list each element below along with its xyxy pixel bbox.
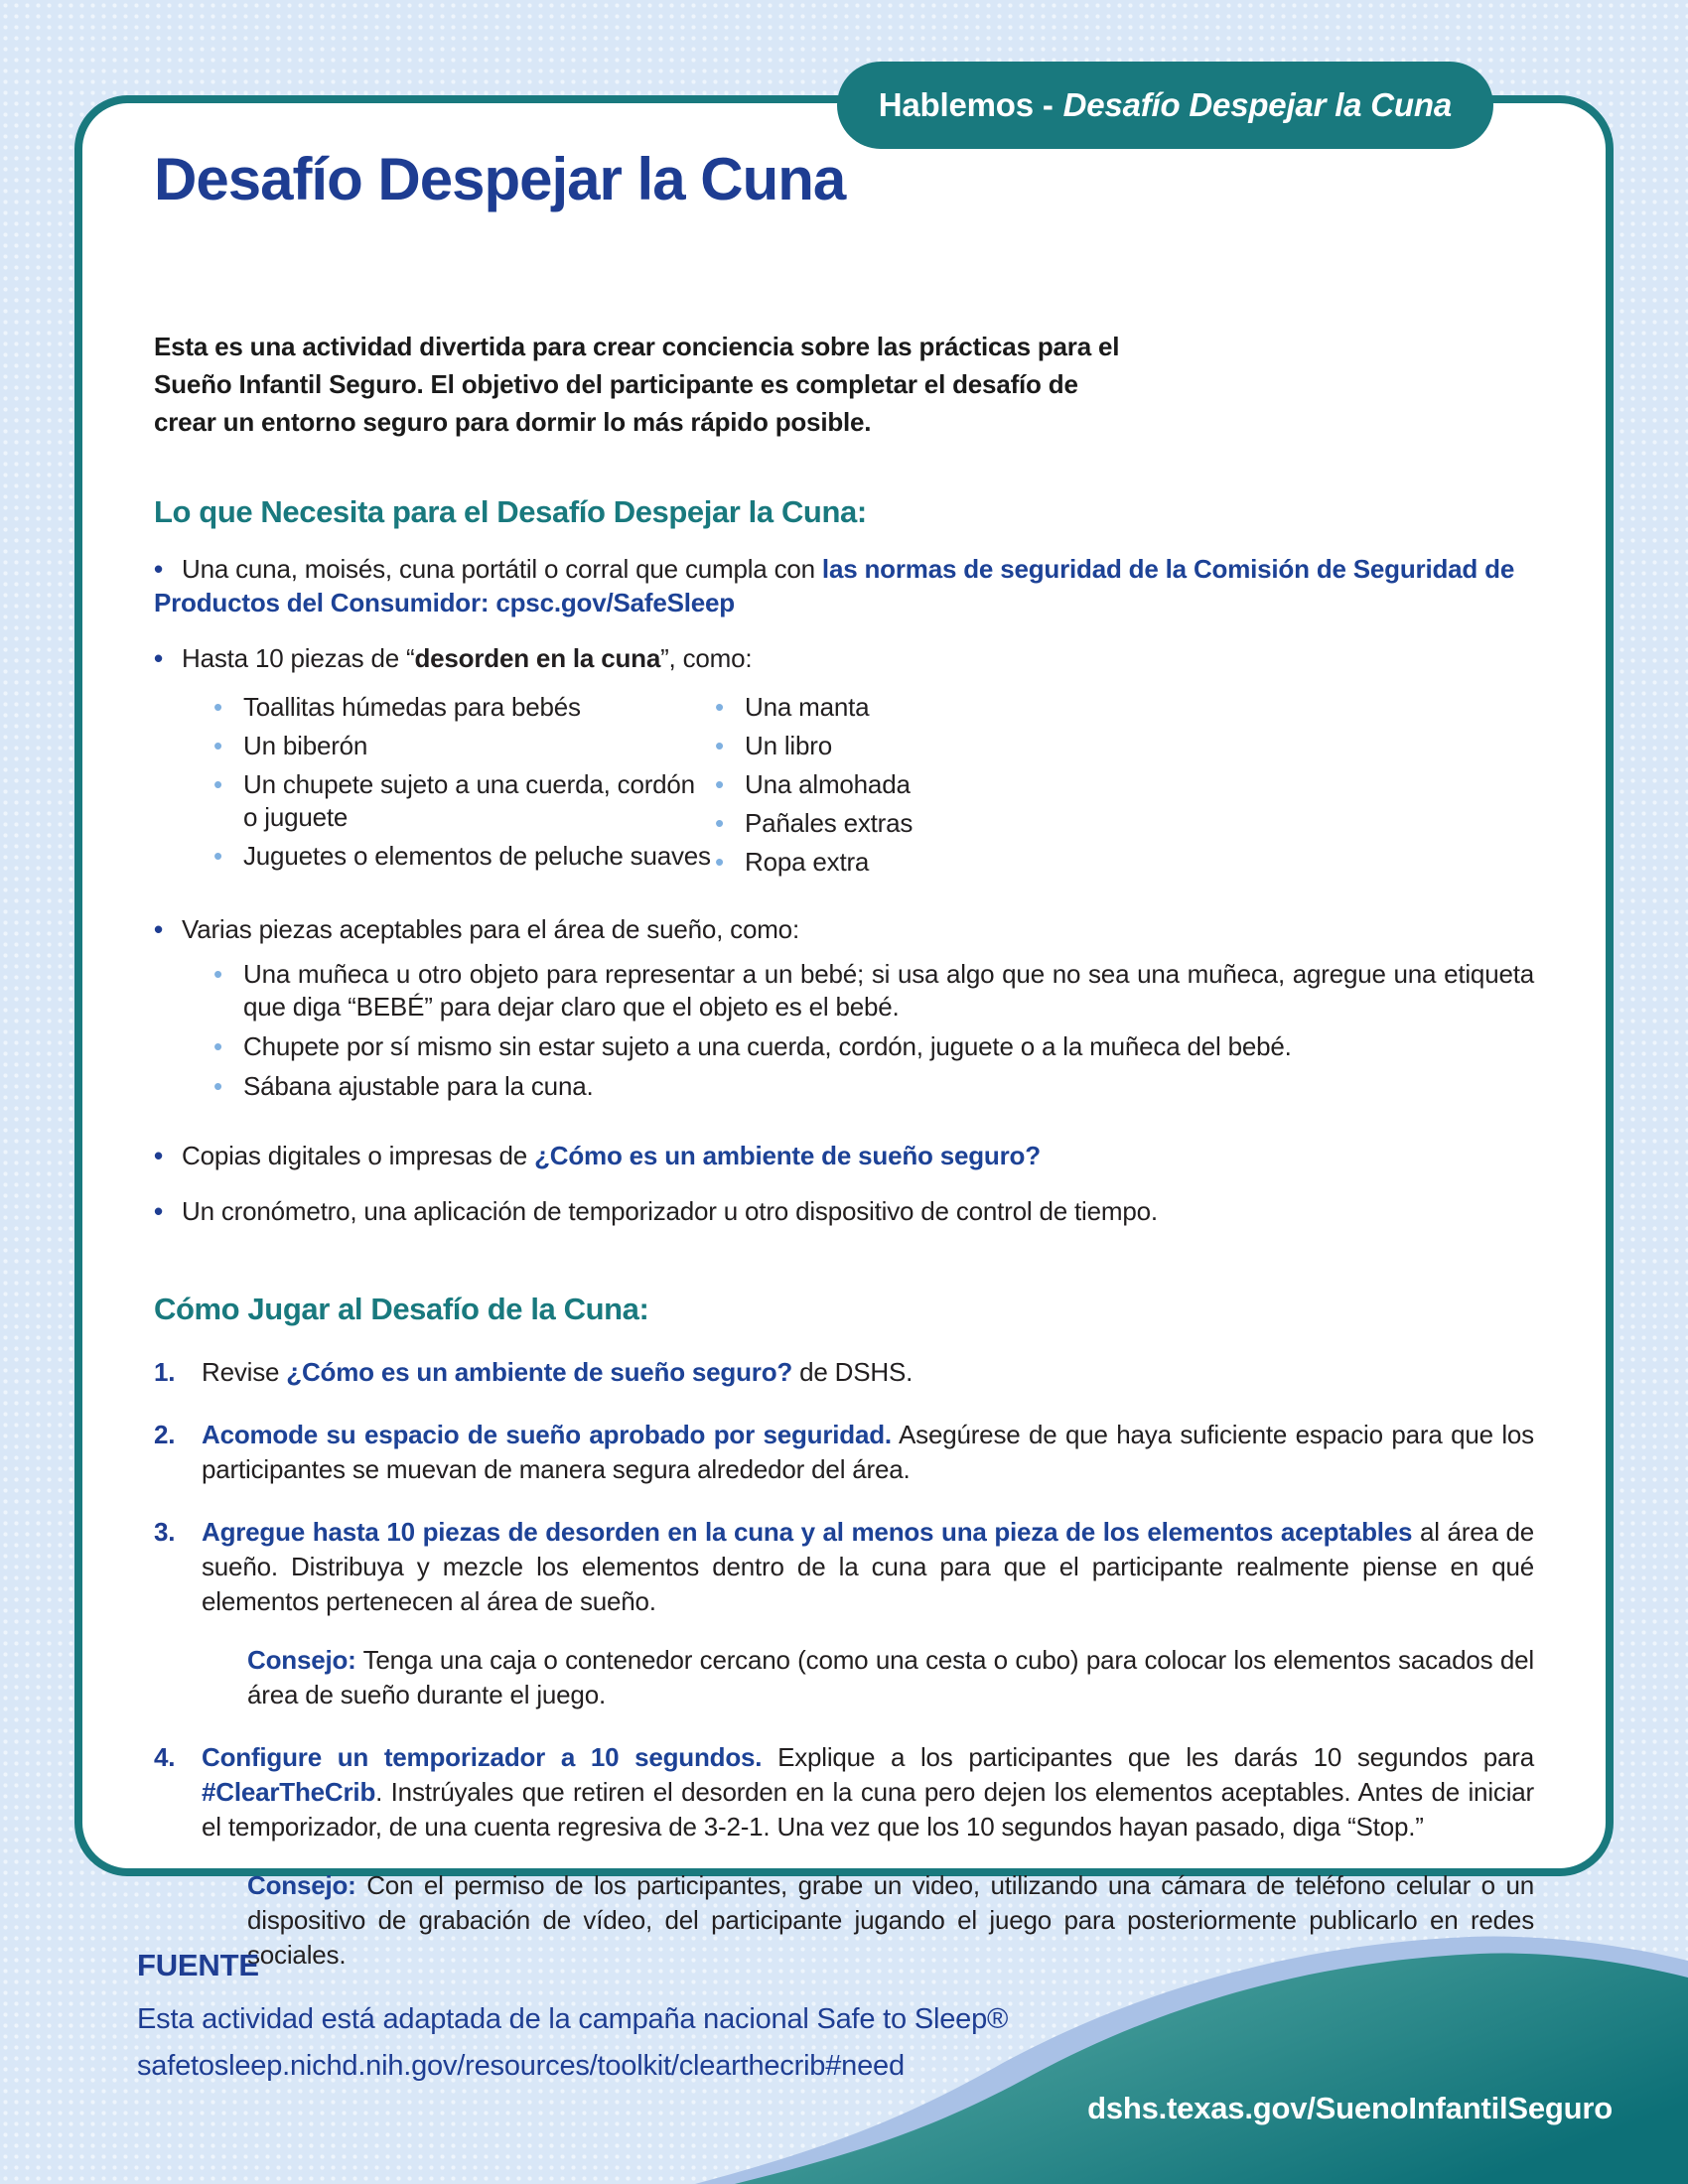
list-item bbox=[715, 768, 1142, 801]
text-segment: Asegúrese de que haya suficiente espacio para que los participantes se muevan de manera segura alrededor del área. bbox=[202, 1420, 1534, 1484]
inline-link[interactable]: ¿Cómo es un ambiente de sueño seguro? bbox=[534, 1141, 1041, 1170]
text-segment: Agregue hasta 10 piezas de desorden en la cuna y al menos una pieza de los elementos aceptables bbox=[202, 1517, 1413, 1547]
step-1 bbox=[154, 1355, 1534, 1390]
intro-paragraph: Esta es una actividad divertida para crear conciencia sobre las prácticas para el Sueño Infantil Seguro. El objetivo del participante es completar el desafío de crear un entorno seguro para dormir lo más rápido posible. bbox=[154, 332, 1120, 437]
bullet-icon bbox=[213, 691, 243, 724]
bullet-icon bbox=[154, 552, 182, 586]
inline-link[interactable]: #ClearTheCrib bbox=[202, 1777, 376, 1807]
step-2 bbox=[154, 1418, 1534, 1487]
bullet-icon bbox=[213, 730, 243, 762]
needs-heading: Lo que Necesita para el Desafío Despejar la Cuna: bbox=[154, 494, 867, 529]
list-item bbox=[213, 730, 715, 762]
step-number: 2. bbox=[154, 1420, 176, 1449]
text-segment: ”, como: bbox=[660, 643, 753, 673]
list-item-text: Un biberón bbox=[243, 731, 368, 760]
list-item-text: Chupete por sí mismo sin estar sujeto a una cuerda, cordón, juguete o a la muñeca del bebé. bbox=[243, 1031, 1292, 1061]
bullet-icon bbox=[715, 807, 745, 840]
list-item bbox=[213, 768, 715, 834]
bullet-icon bbox=[715, 846, 745, 879]
tip-step-3 bbox=[247, 1643, 1534, 1712]
bullet-icon bbox=[213, 1070, 243, 1103]
bullet-icon bbox=[154, 1194, 182, 1228]
list-item-text bbox=[182, 643, 752, 673]
text-segment: Revise bbox=[202, 1357, 287, 1387]
badge-prefix: Hablemos - bbox=[878, 86, 1054, 123]
list-item-crib bbox=[154, 552, 1534, 619]
text-segment: al área de sueño. Distribuya y mezcle los elementos dentro de la cuna para que el participante realmente piense en qué elementos pertenecen al área de sueño. bbox=[202, 1517, 1534, 1616]
text-segment: Configure un temporizador a 10 segundos. bbox=[202, 1742, 763, 1772]
step-text bbox=[202, 1740, 1534, 1844]
list-item bbox=[213, 1030, 1534, 1063]
list-item bbox=[715, 691, 1142, 724]
text-segment: Consejo: bbox=[247, 1645, 356, 1675]
step-text bbox=[202, 1355, 1534, 1390]
text-segment: Hasta 10 piezas de “ bbox=[182, 643, 415, 673]
bullet-icon bbox=[154, 912, 182, 946]
step-4 bbox=[154, 1740, 1534, 1844]
list-item-text bbox=[182, 1141, 1041, 1170]
list-item bbox=[715, 807, 1142, 840]
clutter-two-column-list bbox=[154, 685, 1534, 879]
footer-source bbox=[137, 1948, 1008, 2083]
list-item-timer bbox=[154, 1194, 1534, 1228]
list-item bbox=[213, 1070, 1534, 1103]
badge-title: Desafío Despejar la Cuna bbox=[1062, 86, 1452, 123]
list-item-text: Una manta bbox=[745, 692, 870, 722]
bullet-icon bbox=[213, 768, 243, 834]
text-segment: Tenga una caja o contenedor cercano (como una cesta o cubo) para colocar los elementos sacados del área de sueño durante el juego. bbox=[247, 1645, 1534, 1709]
bullet-icon bbox=[715, 691, 745, 724]
bullet-icon bbox=[154, 641, 182, 675]
text-segment: Con el permiso de los participantes, grabe un video, utilizando una cámara de teléfono celular o un dispositivo de grabación de vídeo, del participante jugando el juego para posteriormente publicarlo en redes sociales. bbox=[247, 1870, 1534, 1970]
inline-link[interactable]: ¿Cómo es un ambiente de sueño seguro? bbox=[286, 1357, 793, 1387]
acceptable-sub-list bbox=[213, 958, 1534, 1103]
bullet-icon bbox=[715, 768, 745, 801]
text-segment: Una cuna, moisés, cuna portátil o corral que cumpla con bbox=[182, 554, 822, 584]
list-item-text: Ropa extra bbox=[745, 847, 870, 877]
page-title: Desafío Despejar la Cuna bbox=[154, 146, 846, 212]
step-text bbox=[202, 1418, 1534, 1487]
list-item-clutter bbox=[154, 641, 1534, 675]
step-number: 3. bbox=[154, 1517, 176, 1547]
step-3 bbox=[154, 1515, 1534, 1619]
card-content bbox=[82, 103, 1606, 1973]
source-label: FUENTE bbox=[137, 1948, 259, 1982]
list-item-text: Una almohada bbox=[745, 769, 911, 799]
step-text bbox=[202, 1515, 1534, 1619]
list-item-text bbox=[182, 914, 799, 944]
list-item bbox=[213, 691, 715, 724]
list-item bbox=[213, 958, 1534, 1024]
bullet-icon bbox=[213, 958, 243, 1024]
source-text: Esta actividad está adaptada de la campaña nacional Safe to Sleep® bbox=[137, 2003, 1009, 2035]
bullet-icon bbox=[213, 840, 243, 873]
text-segment: Explique a los participantes que les darás 10 segundos para bbox=[762, 1742, 1534, 1772]
list-item bbox=[715, 730, 1142, 762]
list-item bbox=[213, 840, 715, 873]
text-segment: . Instrúyales que retiren el desorden en la cuna pero dejen los elementos aceptables. Antes de iniciar el temporizador, de una cuenta regresiva de 3-2-1. Una vez que los 10 segundos hayan pasado, diga “Stop.” bbox=[202, 1777, 1534, 1842]
source-url-link[interactable]: safetosleep.nichd.nih.gov/resources/toolkit/clearthecrib#need bbox=[137, 2050, 905, 2082]
list-item-text: Toallitas húmedas para bebés bbox=[243, 692, 581, 722]
bullet-icon bbox=[715, 730, 745, 762]
list-item-text: Un chupete sujeto a una cuerda, cordón o juguete bbox=[243, 769, 695, 832]
list-item-text: Sábana ajustable para la cuna. bbox=[243, 1071, 594, 1101]
list-item-text: Un libro bbox=[745, 731, 832, 760]
inline-link[interactable]: las normas de seguridad de la Comisión de Seguridad de Productos del Consumidor: cpsc.gov/SafeSleep bbox=[154, 554, 1515, 617]
list-item-text: Juguetes o elementos de peluche suaves bbox=[243, 841, 711, 871]
text-segment: desorden en la cuna bbox=[414, 643, 661, 673]
bullet-icon bbox=[154, 1139, 182, 1172]
step-number: 4. bbox=[154, 1742, 176, 1772]
site-url-link[interactable]: dshs.texas.gov/SuenoInfantilSeguro bbox=[1087, 2091, 1613, 2125]
header-badge bbox=[837, 62, 1493, 149]
howto-heading: Cómo Jugar al Desafío de la Cuna: bbox=[154, 1292, 649, 1326]
text-segment: Un cronómetro, una aplicación de temporizador u otro dispositivo de control de tiempo. bbox=[182, 1196, 1158, 1226]
text-segment: Acomode su espacio de sueño aprobado por seguridad. bbox=[202, 1420, 892, 1449]
step-number: 1. bbox=[154, 1357, 176, 1387]
list-item-text bbox=[154, 554, 1514, 617]
list-item-text: Una muñeca u otro objeto para representar a un bebé; si usa algo que no sea una muñeca, agregue una etiqueta que diga “BEBÉ” para dejar claro que el objeto es el bebé. bbox=[243, 959, 1534, 1022]
list-item-text bbox=[182, 1196, 1158, 1226]
list-item-copies bbox=[154, 1139, 1534, 1172]
text-segment: Varias piezas aceptables para el área de sueño, como: bbox=[182, 914, 799, 944]
bullet-icon bbox=[213, 1030, 243, 1063]
clutter-left-column bbox=[213, 685, 715, 879]
text-segment: Copias digitales o impresas de bbox=[182, 1141, 535, 1170]
text-segment: Consejo: bbox=[247, 1870, 356, 1900]
list-item-text: Pañales extras bbox=[745, 808, 914, 838]
list-item-acceptable bbox=[154, 912, 1534, 946]
list-item bbox=[715, 846, 1142, 879]
text-segment: de DSHS. bbox=[792, 1357, 914, 1387]
clutter-right-column bbox=[715, 685, 1142, 879]
